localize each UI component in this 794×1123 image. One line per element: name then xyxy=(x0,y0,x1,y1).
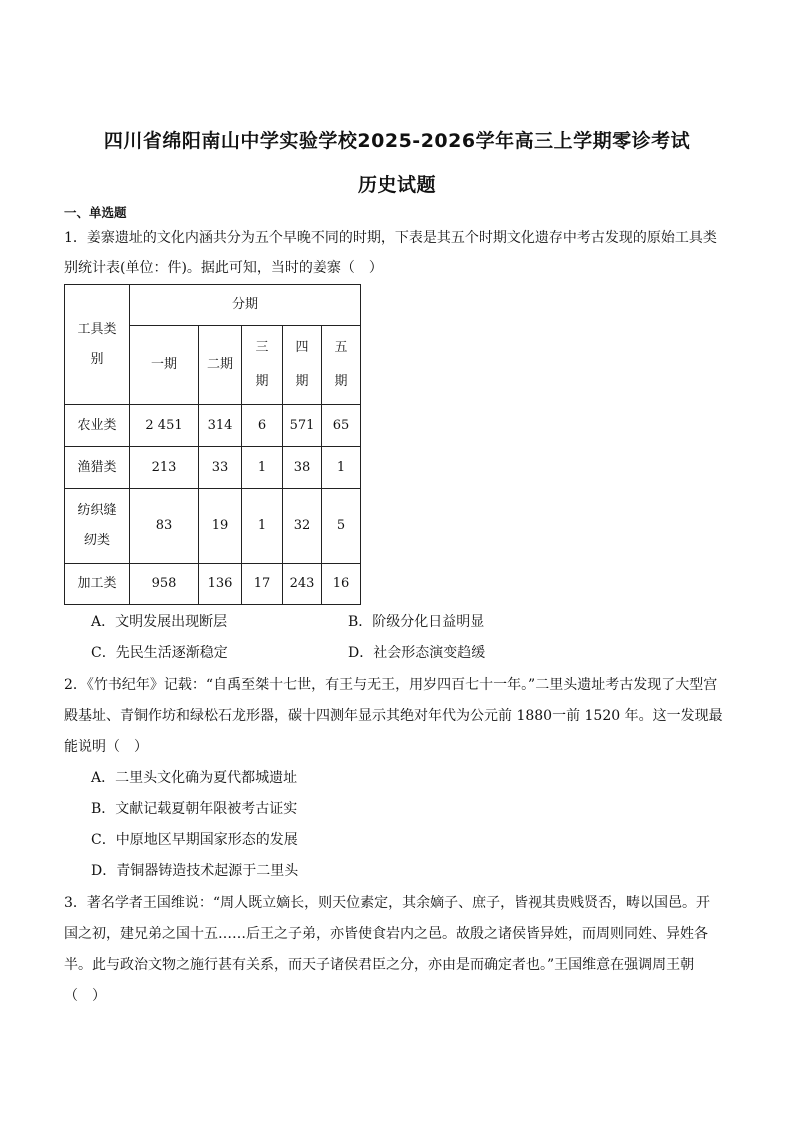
period-header: 四 期 xyxy=(283,326,322,405)
table-row xyxy=(65,564,361,605)
table-cell: 213 xyxy=(130,447,199,489)
table-cell: 83 xyxy=(130,489,199,564)
exam-title: 四川省绵阳南山中学实验学校2025-2026学年高三上学期零诊考试 xyxy=(103,130,691,152)
row-label: 农业类 xyxy=(65,405,130,447)
subject-title: 历史试题 xyxy=(357,174,436,196)
q1-option-d[interactable]: D．社会形态演变趋缓 xyxy=(348,645,486,661)
q2-stem-line2: 殿基址、青铜作坊和绿松石龙形器，碳十四测年显示其绝对年代为公元前 1880一前 1520 年。这一发现最 xyxy=(64,708,723,724)
q3-stem-line3: 半。此与政治文物之施行甚有关系，而天子诸侯君臣之分，亦由是而确定者也。”王国维意在强调周王朝 xyxy=(64,957,695,973)
q2-option-c[interactable]: C．中原地区早期国家形态的发展 xyxy=(91,832,298,848)
section-heading: 一、单选题 xyxy=(64,205,127,220)
table-cell: 1 xyxy=(322,447,361,489)
period-header: 一期 xyxy=(130,326,199,405)
period-header: 三 期 xyxy=(242,326,283,405)
table-cell: 19 xyxy=(199,489,242,564)
table-corner-header: 工具类 别 xyxy=(65,285,130,405)
table-row xyxy=(65,489,361,564)
q1-option-b[interactable]: B．阶级分化日益明显 xyxy=(348,614,485,630)
table-cell: 32 xyxy=(283,489,322,564)
q3-stem-line2: 国之初，建兄弟之国十五……后王之子弟，亦皆使食岩内之邑。故殷之诸侯皆异姓，而周则同姓、异姓各 xyxy=(64,926,708,942)
q3-stem-line4: （ ） xyxy=(64,988,106,1004)
q2-stem-line1: 2．《竹书纪年》记载：“自禹至桀十七世，有王与无王，用岁四百七十一年。”二里头遗址考古发现了大型宫 xyxy=(64,677,718,693)
table-row xyxy=(65,405,361,447)
table-cell: 16 xyxy=(322,564,361,605)
q2-option-a[interactable]: A．二里头文化确为夏代都城遗址 xyxy=(91,770,298,786)
q1-option-c[interactable]: C．先民生活逐渐稳定 xyxy=(91,645,228,661)
table-cell: 136 xyxy=(199,564,242,605)
tool-statistics-table xyxy=(64,284,361,605)
table-cell: 17 xyxy=(242,564,283,605)
table-cell: 958 xyxy=(130,564,199,605)
row-label: 渔猎类 xyxy=(65,447,130,489)
period-header: 二期 xyxy=(199,326,242,405)
table-cell: 2 451 xyxy=(130,405,199,447)
row-label: 纺织缝 纫类 xyxy=(65,489,130,564)
table-cell: 1 xyxy=(242,447,283,489)
table-cell: 571 xyxy=(283,405,322,447)
table-cell: 5 xyxy=(322,489,361,564)
q3-stem-line1: 3．著名学者王国维说：“周人既立嫡长，则天位素定，其余嫡子、庶子，皆视其贵贱贤否，畴以国邑。开 xyxy=(64,895,711,911)
table-cell: 38 xyxy=(283,447,322,489)
q1-stem-line1: 1．姜寨遗址的文化内涵共分为五个早晚不同的时期，下表是其五个时期文化遗存中考古发现的原始工具类 xyxy=(64,230,717,246)
table-cell: 314 xyxy=(199,405,242,447)
row-label: 加工类 xyxy=(65,564,130,605)
table-cell: 65 xyxy=(322,405,361,447)
period-header: 五 期 xyxy=(322,326,361,405)
table-row xyxy=(65,447,361,489)
table-cell: 33 xyxy=(199,447,242,489)
table-group-header: 分期 xyxy=(130,285,361,326)
table-cell: 243 xyxy=(283,564,322,605)
q2-option-d[interactable]: D．青铜器铸造技术起源于二里头 xyxy=(91,863,299,879)
q2-stem-line3: 能说明（ ） xyxy=(64,739,148,755)
table-cell: 1 xyxy=(242,489,283,564)
q1-option-a[interactable]: A．文明发展出现断层 xyxy=(91,614,228,630)
q2-option-b[interactable]: B．文献记载夏朝年限被考古证实 xyxy=(91,801,298,817)
table-cell: 6 xyxy=(242,405,283,447)
q1-stem-line2: 别统计表(单位：件)。据此可知，当时的姜寨（ ） xyxy=(64,260,383,276)
